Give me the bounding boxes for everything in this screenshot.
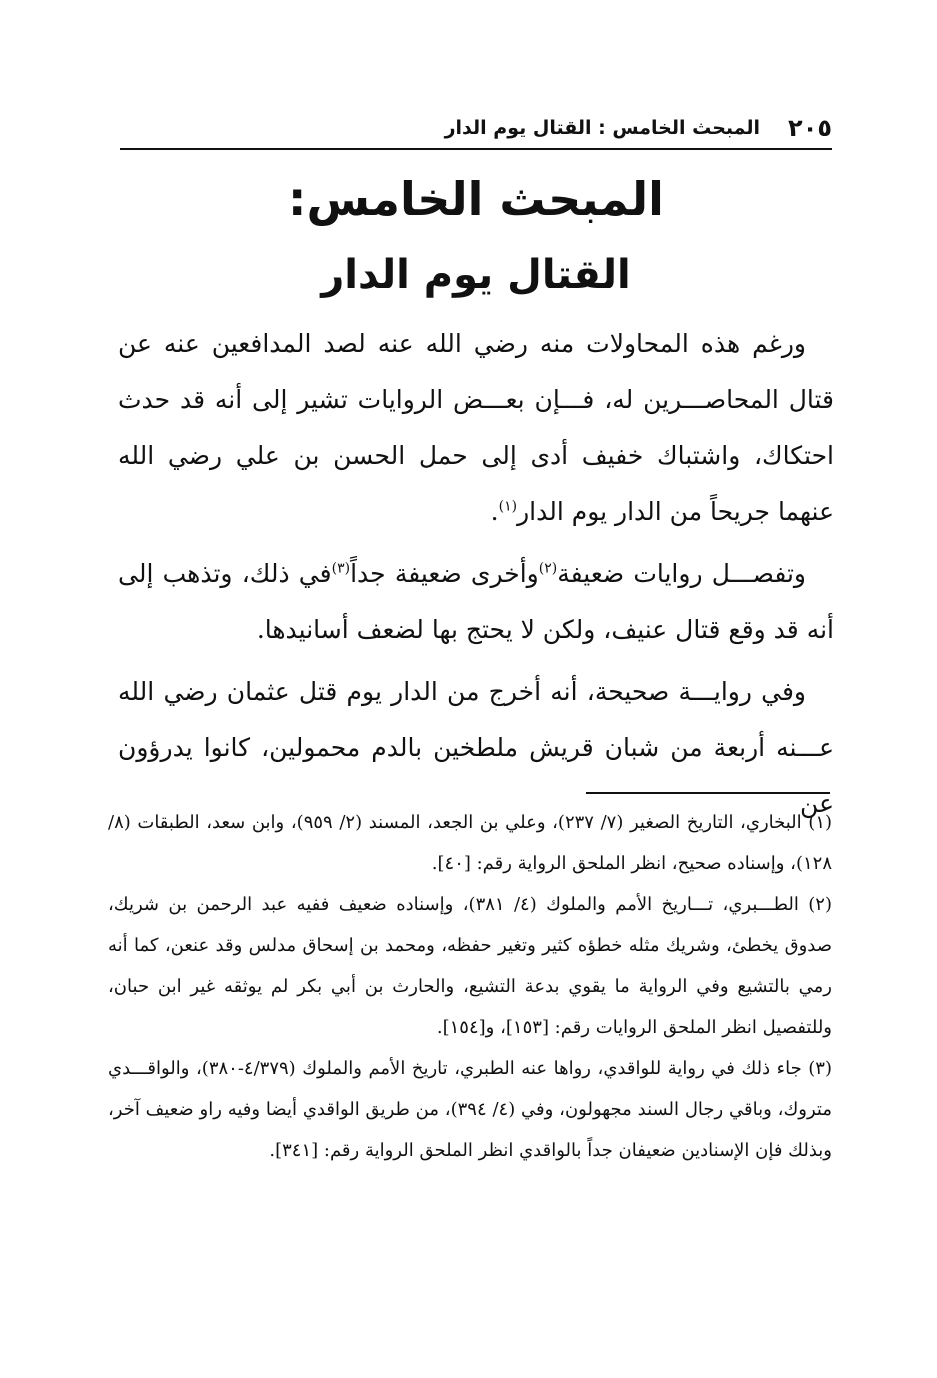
paragraph-1-end: . [490,497,499,526]
footnote-2: (٢) الطـــبري، تـــاريخ الأمم والملوك (٤/ ٣٨١)، وإسناده ضعيف ففيه عبد الرحمن بن شريك، صدوق يخطئ، وشريك مثله خطؤه كثير وتغير حفظه، ومحمد بن إسحاق مدلس وقد عنعن، كما أنه رمي بالتشيع وفي الرواية ما يقوي بدعة التشيع، والحارث بن أبي بكر لم يوثقه غير ابن حبان، وللتفصيل انظر الملحق الروايات رقم: [١٥٣]، و[١٥٤]. [108,894,832,1038]
paragraph-2-text-c: في ذلك، وتذهب إلى أنه قد وقع قتال عنيف، ولكن لا يحتج بها لضعف أسانيدها. [118,559,834,644]
chapter-title: المبحث الخامس: [288,172,664,226]
paragraph-2-text-b: وأخرى ضعيفة جداً [350,559,539,588]
paragraph-2 [118,546,834,658]
footnote-ref-2: (٢) [538,560,558,577]
paragraph-3: وفي روايـــة صحيحة، أنه أخرج من الدار يوم قتل عثمان رضي الله عـــنه أربعة من شبان قريش ملطخين بالدم محمولين، كانوا يدرؤون عن [118,677,834,818]
paragraph-1-text: ورغم هذه المحاولات منه رضي الله عنه لصد المدافعين عنه عن قتال المحاصـــرين له، فـــإن بعـــض الروايات تشير إلى أنه قد حدث احتكاك، واشتباك خفيف أدى إلى حمل الحسن بن علي رضي الله عنهما جريحاً من الدار يوم الدار [118,329,834,526]
chapter-subtitle: القتال يوم الدار [321,252,631,298]
page-number: ٢٠٥ [788,114,832,142]
paragraph-1 [118,316,834,540]
paragraph-2-text-a: وتفصـــل روايات ضعيفة [557,559,806,588]
footnote-1: (١) البخاري، التاريخ الصغير (٧/ ٢٣٧)، وعلي بن الجعد، المسند (٢/ ٩٥٩)، وابن سعد، الطبقات (٨/ ١٢٨)، وإسناده صحيح، انظر الملحق الرواية رقم: [٤٠]. [108,812,833,874]
footnote-ref-1: (١) [498,498,518,515]
footnote-3: (٣) جاء ذلك في رواية للواقدي، رواها عنه الطبري، تاريخ الأمم والملوك (٤/٣٧٩-٣٨٠)، والواقـــدي متروك، وباقي رجال السند مجهولون، وفي (٤/ ٣٩٤)، من طريق الواقدي أيضا وفيه راو ضعيف آخر، وبذلك فإن الإسنادين ضعيفان جداً بالواقدي انظر الملحق الرواية رقم: [٣٤١]. [108,1058,832,1161]
footnote-separator [586,792,830,794]
footnote-ref-3: (٣) [331,560,351,577]
running-title: المبحث الخامس : القتال يوم الدار [444,117,761,139]
footnotes [108,802,832,1171]
running-header [120,108,832,150]
body-text [118,316,834,838]
